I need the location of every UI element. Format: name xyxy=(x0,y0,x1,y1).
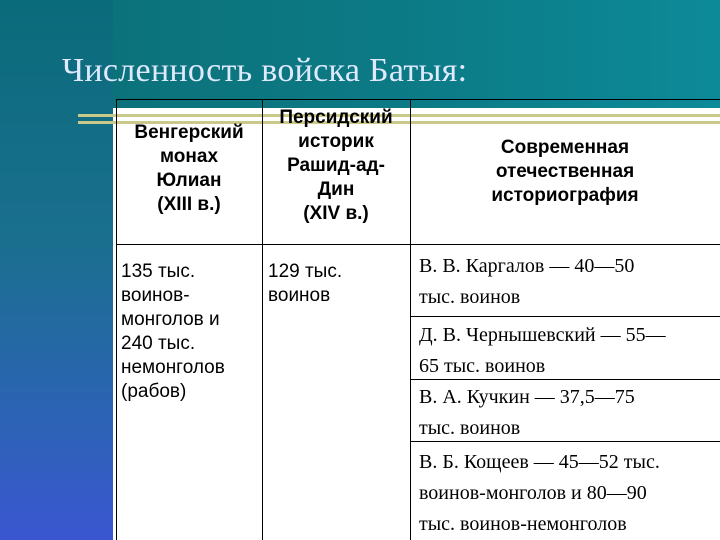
cell-julian-estimate: 135 тыс. воинов- монголов и 240 тыс. немонголов (рабов) xyxy=(121,261,225,402)
table-row-divider xyxy=(410,316,720,317)
header-modern: Современная отечественная историография xyxy=(491,137,639,206)
table-border-top xyxy=(116,99,720,100)
table-header-divider xyxy=(116,244,720,245)
cell-kuchkin: В. А. Кучкин — 37,5—75 тыс. воинов xyxy=(419,386,635,439)
cell-koshcheev: В. Б. Кощеев — 45—52 тыс. воинов-монголов и 80—90 тыс. воинов-немонголов xyxy=(419,451,660,535)
slide-title: Численность войска Батыя: xyxy=(62,52,468,89)
cell-rashid-estimate: 129 тыс. воинов xyxy=(268,261,343,306)
header-julian: Венгерский монах Юлиан (XIII в.) xyxy=(134,122,244,215)
cell-chernyshevsky: Д. В. Чернышевский — 55— 65 тыс. воинов xyxy=(419,324,666,377)
cell-kargalov: В. В. Каргалов — 40—50 тыс. воинов xyxy=(419,255,635,308)
header-rashid: Персидский историк Рашид-ад- Дин (XIV в.) xyxy=(279,107,393,224)
troops-table xyxy=(116,99,720,540)
